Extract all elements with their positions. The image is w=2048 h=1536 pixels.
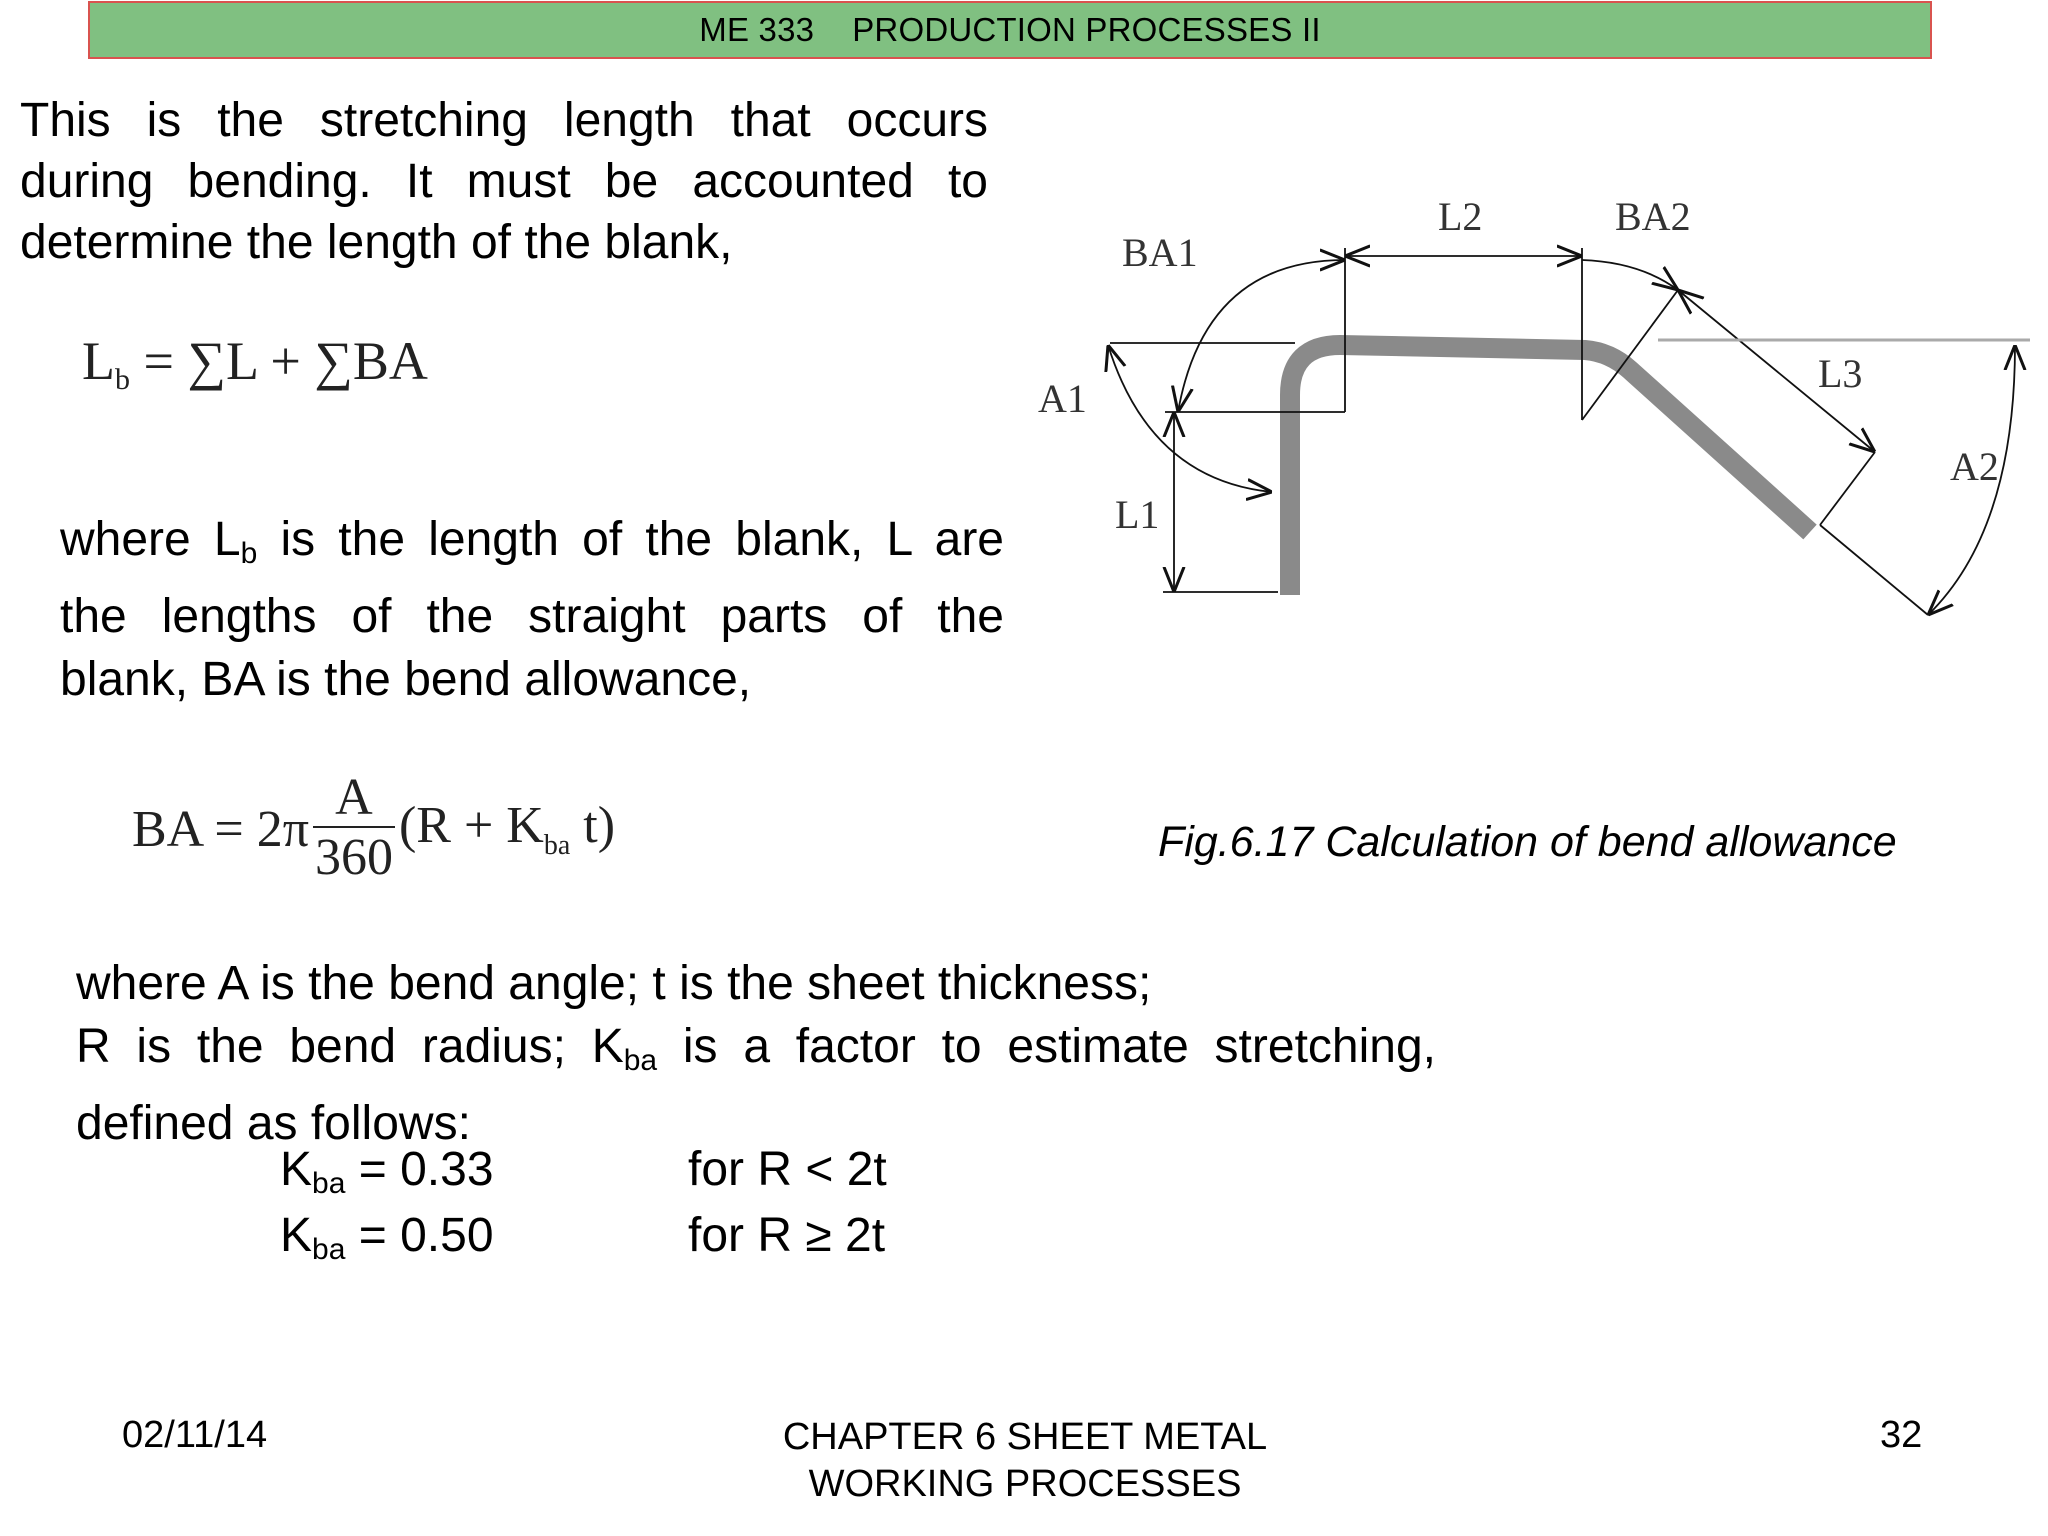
intro-line-2: during bending. It must be accounted to <box>20 155 988 208</box>
slide-header <box>88 1 1932 59</box>
footer-chapter: CHAPTER 6 SHEET METAL WORKING PROCESSES <box>782 1416 1268 1505</box>
where2-line-3: defined as follows: <box>76 1097 471 1150</box>
label-a2: A2 <box>1950 444 1999 489</box>
where2-line-1: where A is the bend angle; t is the sheet thickness; <box>76 957 1152 1010</box>
where2-line-2: R is the bend radius; $K_{ba}$ is a factor to estimate stretching, <box>76 1020 1436 1077</box>
bend-allowance-formula <box>132 770 615 888</box>
bend-allowance-figure <box>1030 180 2040 640</box>
where1-line-2: the lengths of the straight parts of the <box>60 590 1004 643</box>
blank-length-definition <box>60 508 1004 711</box>
footer-date: 02/11/14 <box>122 1414 268 1456</box>
blank-length-formula: $L_b = \sum L + \sum BA$ <box>82 331 428 396</box>
ba-paren-group: ($R + K_{ba}$ t) <box>398 797 616 861</box>
ba-numerator: A <box>335 769 373 826</box>
label-l2: L2 <box>1438 194 1483 239</box>
intro-paragraph <box>20 90 988 273</box>
course-title: PRODUCTION PROCESSES II <box>852 11 1321 48</box>
kba-condition: for R < 2t <box>688 1143 887 1196</box>
variable-definitions <box>76 952 1436 1155</box>
dimension-lines <box>1108 248 2015 615</box>
sheet-profile <box>1290 345 1810 595</box>
label-ba2: BA2 <box>1615 194 1691 239</box>
footer-page-number: 32 <box>1880 1414 1923 1456</box>
where1-line-3: blank, BA is the bend allowance, <box>60 653 752 706</box>
ba-lhs: BA = 2π <box>132 800 309 858</box>
ba-denominator: 360 <box>314 829 393 886</box>
kba-condition: for R ≥ 2t <box>688 1209 886 1262</box>
course-code: ME 333 <box>699 11 815 48</box>
where1-line-1: where $L_b$ is the length of the blank, L are <box>60 513 1004 570</box>
label-ba1: BA1 <box>1122 230 1198 275</box>
label-l3: L3 <box>1818 351 1863 396</box>
figure-caption: Fig.6.17 Calculation of bend allowance <box>1158 818 1897 866</box>
label-l1: L1 <box>1115 492 1160 537</box>
label-a1: A1 <box>1038 376 1087 421</box>
intro-line-1: This is the stretching length that occurs <box>20 94 988 147</box>
intro-line-3: determine the length of the blank, <box>20 216 733 269</box>
